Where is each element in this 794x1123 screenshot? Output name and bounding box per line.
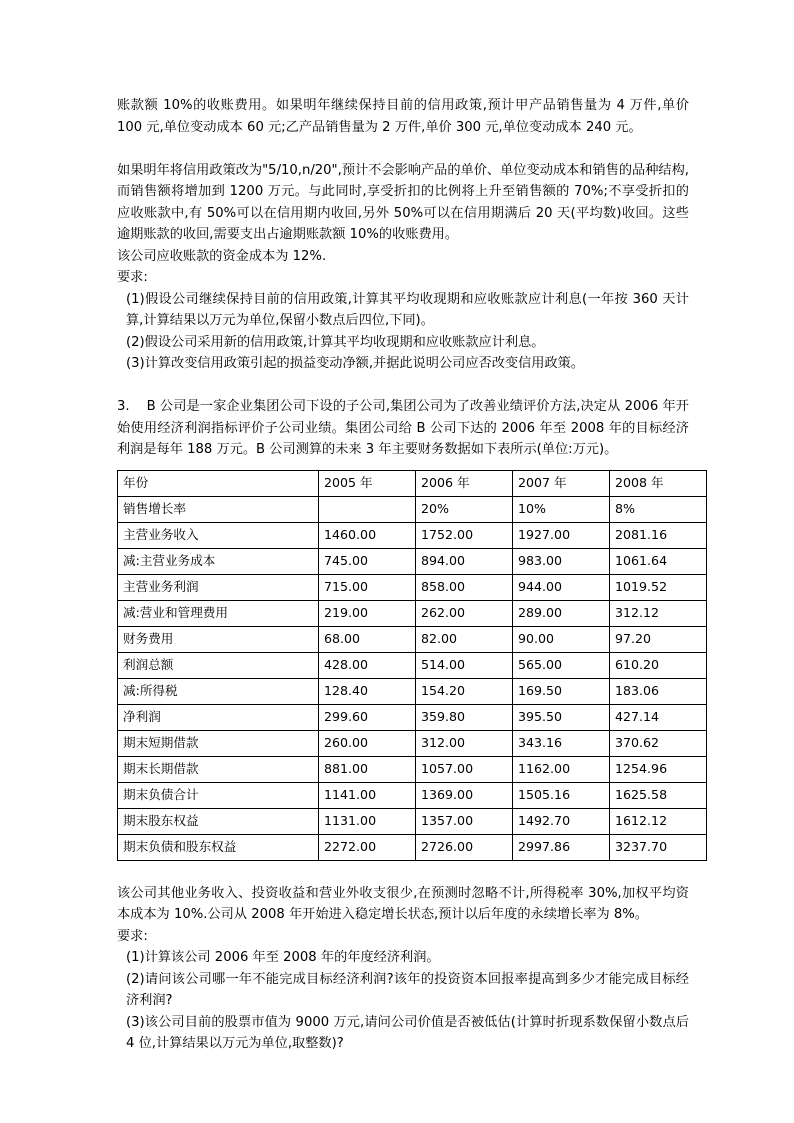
table-row bbox=[118, 574, 707, 600]
table-header-cell: 年份 bbox=[118, 470, 319, 496]
table-cell: 2081.16 bbox=[610, 522, 707, 548]
table-cell: 427.14 bbox=[610, 704, 707, 730]
table-cell: 2272.00 bbox=[319, 834, 416, 860]
table-row bbox=[118, 808, 707, 834]
table-cell: 343.16 bbox=[513, 730, 610, 756]
table-cell: 610.20 bbox=[610, 652, 707, 678]
table-cell: 1357.00 bbox=[416, 808, 513, 834]
table-cell: 169.50 bbox=[513, 678, 610, 704]
table-header-cell: 2007 年 bbox=[513, 470, 610, 496]
table-row bbox=[118, 678, 707, 704]
requirement-2-2: (2)请问该公司哪一年不能完成目标经济利润?该年的投资资本回报率提高到多少才能完成目标经济利润? bbox=[126, 971, 689, 1008]
table-cell: 983.00 bbox=[513, 548, 610, 574]
table-cell: 68.00 bbox=[319, 626, 416, 652]
table-row bbox=[118, 496, 707, 522]
table-cell: 1141.00 bbox=[319, 782, 416, 808]
requirement-1-3: (3)计算改变信用政策引起的损益变动净额,并据此说明公司应否改变信用政策。 bbox=[126, 356, 585, 371]
table-row-label: 财务费用 bbox=[118, 626, 319, 652]
table-cell: 715.00 bbox=[319, 574, 416, 600]
table-cell: 289.00 bbox=[513, 600, 610, 626]
table-cell: 8% bbox=[610, 496, 707, 522]
table-row bbox=[118, 756, 707, 782]
table-cell: 312.00 bbox=[416, 730, 513, 756]
table-cell: 1505.16 bbox=[513, 782, 610, 808]
table-cell: 1057.00 bbox=[416, 756, 513, 782]
table-cell: 428.00 bbox=[319, 652, 416, 678]
table-cell: 82.00 bbox=[416, 626, 513, 652]
table-row-label: 期末负债和股东权益 bbox=[118, 834, 319, 860]
table-cell: 370.62 bbox=[610, 730, 707, 756]
table-row bbox=[118, 522, 707, 548]
requirement-2-3: (3)该公司目前的股票市值为 9000 万元,请问公司价值是否被低估(计算时折现系数保留小数点后 4 位,计算结果以万元为单位,取整数)? bbox=[126, 1014, 689, 1051]
table-cell: 565.00 bbox=[513, 652, 610, 678]
table-row bbox=[118, 730, 707, 756]
table-cell: 312.12 bbox=[610, 600, 707, 626]
table-cell: 2997.86 bbox=[513, 834, 610, 860]
table-row-label: 期末负债合计 bbox=[118, 782, 319, 808]
table-cell bbox=[319, 496, 416, 522]
paragraph-3: 该公司应收账款的资金成本为 12%. bbox=[117, 248, 327, 264]
table-cell: 3237.70 bbox=[610, 834, 707, 860]
table-row-label: 净利润 bbox=[118, 704, 319, 730]
table-cell: 299.60 bbox=[319, 704, 416, 730]
table-cell: 858.00 bbox=[416, 574, 513, 600]
table-cell: 1254.96 bbox=[610, 756, 707, 782]
requirement-2-1: (1)计算该公司 2006 年至 2008 年的年度经济利润。 bbox=[126, 950, 440, 965]
table-row-label: 期末长期借款 bbox=[118, 756, 319, 782]
table-cell: 10% bbox=[513, 496, 610, 522]
table-row bbox=[118, 548, 707, 574]
table-cell: 1061.64 bbox=[610, 548, 707, 574]
question-3-block bbox=[117, 396, 689, 461]
table-cell: 1131.00 bbox=[319, 808, 416, 834]
table-cell: 944.00 bbox=[513, 574, 610, 600]
table-cell: 90.00 bbox=[513, 626, 610, 652]
table-row-label: 期末短期借款 bbox=[118, 730, 319, 756]
table-cell: 260.00 bbox=[319, 730, 416, 756]
paragraph-1: 账款额 10%的收账费用。如果明年继续保持目前的信用政策,预计甲产品销售量为 4 万件,单价 100 元,单位变动成本 60 元;乙产品销售量为 2 万件,单价 300 元,单位变动成本 240 元。 bbox=[117, 98, 689, 135]
paragraph-spacer-2 bbox=[117, 375, 689, 397]
table-header-cell: 2006 年 bbox=[416, 470, 513, 496]
paragraph-4: 该公司其他业务收入、投资收益和营业外收支很少,在预测时忽略不计,所得税率 30%,加权平均资本成本为 10%.公司从 2008 年开始进入稳定增长状态,预计以后年度的永续增长率为 8%。 bbox=[117, 885, 689, 922]
table-row-label: 销售增长率 bbox=[118, 496, 319, 522]
table-row-label: 减:营业和管理费用 bbox=[118, 600, 319, 626]
table-row-label: 减:所得税 bbox=[118, 678, 319, 704]
question-3-text: B 公司是一家企业集团公司下设的子公司,集团公司为了改善业绩评价方法,决定从 2006 年开始使用经济利润指标评价子公司业绩。集团公司给 B 公司下达的 2006 年至 2008 年的目标经济利润是每年 188 万元。B 公司测算的未来 3 年主要财务数据如下表所示(单位:万元)。 bbox=[117, 399, 689, 457]
post-table-content bbox=[117, 883, 689, 1055]
table-row-label: 减:主营业务成本 bbox=[118, 548, 319, 574]
table-row bbox=[118, 834, 707, 860]
table-cell: 1492.70 bbox=[513, 808, 610, 834]
requirements-label-2: 要求: bbox=[117, 928, 148, 944]
table-cell: 183.06 bbox=[610, 678, 707, 704]
table-cell: 97.20 bbox=[610, 626, 707, 652]
table-cell: 219.00 bbox=[319, 600, 416, 626]
table-cell: 1019.52 bbox=[610, 574, 707, 600]
table-cell: 881.00 bbox=[319, 756, 416, 782]
table-cell: 1927.00 bbox=[513, 522, 610, 548]
financial-table-wrapper bbox=[117, 470, 689, 861]
table-row bbox=[118, 626, 707, 652]
paragraph-2: 如果明年将信用政策改为"5/10,n/20",预计不会影响产品的单价、单位变动成本和销售的品种结构,而销售额将增加到 1200 万元。与此同时,享受折扣的比例将上升至销售额的 70%;不享受折扣的应收账款中,有 50%可以在信用期内收回,另外 50%可以在信用期满后 20 天(平均数)收回。这些逾期账款的收回,需要支出占逾期账款额 10%的收账费用。 bbox=[117, 162, 689, 242]
requirements-label-1: 要求: bbox=[117, 270, 148, 285]
table-row-label: 利润总额 bbox=[118, 652, 319, 678]
table-row bbox=[118, 782, 707, 808]
table-row-label: 期末股东权益 bbox=[118, 808, 319, 834]
requirement-1-1: (1)假设公司继续保持目前的信用政策,计算其平均收现期和应收账款应计利息(一年按 360 天计算,计算结果以万元为单位,保留小数点后四位,下同)。 bbox=[126, 291, 689, 328]
table-cell: 1162.00 bbox=[513, 756, 610, 782]
table-row bbox=[118, 652, 707, 678]
table-cell: 359.80 bbox=[416, 704, 513, 730]
table-cell: 154.20 bbox=[416, 678, 513, 704]
table-row-label: 主营业务利润 bbox=[118, 574, 319, 600]
table-cell: 262.00 bbox=[416, 600, 513, 626]
financial-table bbox=[117, 470, 707, 861]
table-row-label: 主营业务收入 bbox=[118, 522, 319, 548]
table-cell: 1369.00 bbox=[416, 782, 513, 808]
table-header-cell: 2005 年 bbox=[319, 470, 416, 496]
table-row bbox=[118, 704, 707, 730]
table-header-cell: 2008 年 bbox=[610, 470, 707, 496]
table-header-row bbox=[118, 470, 707, 496]
table-cell: 395.50 bbox=[513, 704, 610, 730]
table-cell: 1625.58 bbox=[610, 782, 707, 808]
paragraph-spacer-1 bbox=[117, 138, 689, 160]
table-cell: 2726.00 bbox=[416, 834, 513, 860]
document-body bbox=[117, 95, 689, 1055]
table-cell: 894.00 bbox=[416, 548, 513, 574]
table-cell: 1460.00 bbox=[319, 522, 416, 548]
requirement-1-2: (2)假设公司采用新的信用政策,计算其平均收现期和应收账款应计利息。 bbox=[126, 334, 545, 350]
question-3-number: 3. bbox=[117, 399, 130, 414]
table-cell: 1612.12 bbox=[610, 808, 707, 834]
table-row bbox=[118, 600, 707, 626]
table-cell: 128.40 bbox=[319, 678, 416, 704]
table-cell: 514.00 bbox=[416, 652, 513, 678]
table-cell: 745.00 bbox=[319, 548, 416, 574]
table-cell: 1752.00 bbox=[416, 522, 513, 548]
table-cell: 20% bbox=[416, 496, 513, 522]
